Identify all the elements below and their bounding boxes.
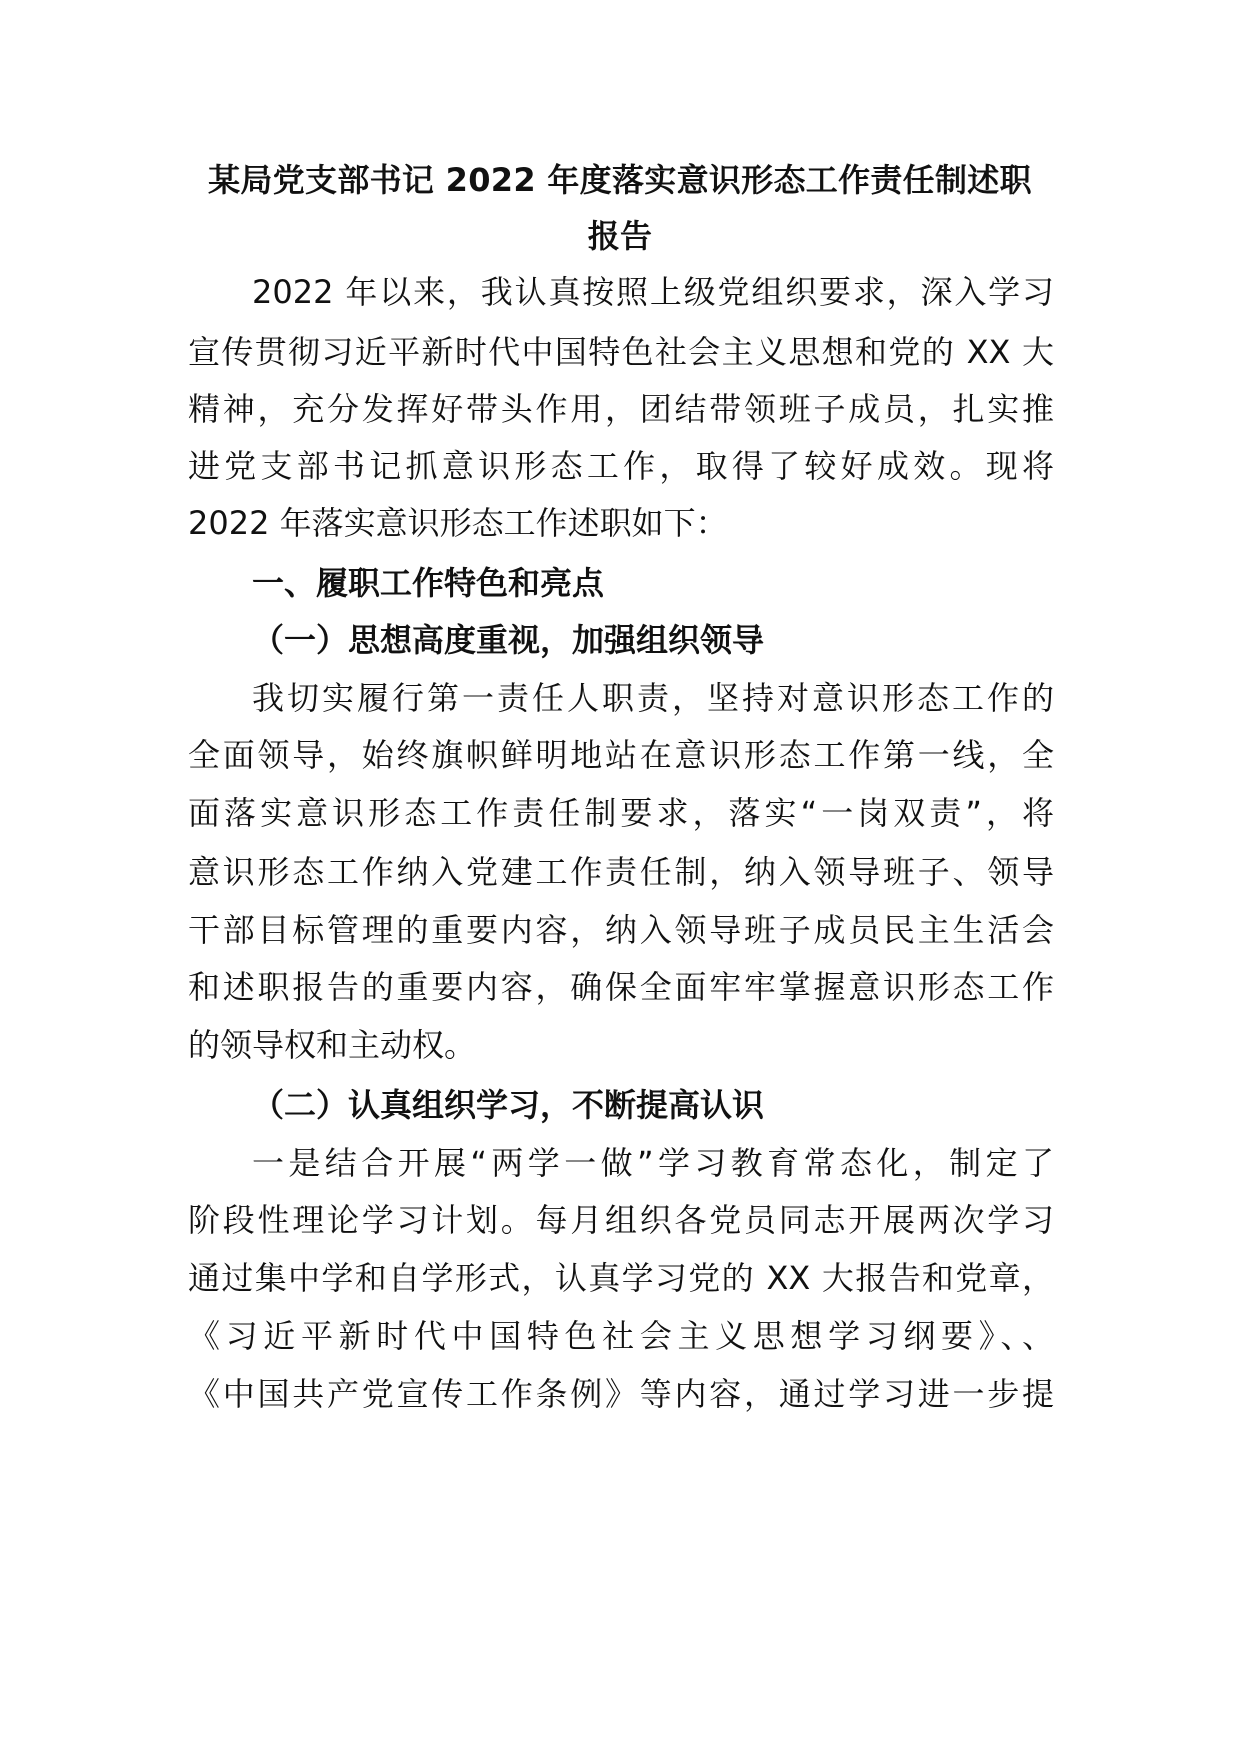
section-heading-1: 一、履职工作特色和亮点 [252,564,605,602]
subsection-heading-1: （一）思想高度重视，加强组织领导 [252,621,765,659]
subsection-1-paragraph-line: 全面领导，始终旗帜鲜明地站在意识形态工作第一线，全 [188,736,1054,774]
subsection-1-paragraph-line: 和述职报告的重要内容，确保全面牢牢掌握意识形态工作 [188,968,1054,1006]
subsection-2-paragraph-line: 通过集中学和自学形式，认真学习党的 XX 大报告和党章， [188,1259,1054,1297]
subsection-2-paragraph-line: 《中国共产党宣传工作条例》等内容，通过学习进一步提 [188,1375,1054,1413]
subsection-2-paragraph-line: 《习近平新时代中国特色社会主义思想学习纲要》、、 [188,1317,1054,1355]
intro-paragraph-line: 宣传贯彻习近平新时代中国特色社会主义思想和党的 XX 大 [188,333,1054,371]
subsection-1-paragraph-line: 面落实意识形态工作责任制要求，落实“一岗双责”，将 [188,794,1054,832]
subsection-1-paragraph-line: 我切实履行第一责任人职责，坚持对意识形态工作的 [252,679,1054,717]
intro-paragraph-line: 进党支部书记抓意识形态工作，取得了较好成效。现将 [188,447,1054,485]
subsection-2-paragraph-line: 阶段性理论学习计划。每月组织各党员同志开展两次学习 [188,1201,1054,1239]
subsection-1-paragraph-line: 意识形态工作纳入党建工作责任制，纳入领导班子、领导 [188,853,1054,891]
intro-paragraph-line: 2022 年落实意识形态工作述职如下： [188,504,728,542]
subsection-heading-2: （二）认真组织学习，不断提高认识 [252,1086,765,1124]
subsection-1-paragraph-line: 干部目标管理的重要内容，纳入领导班子成员民主生活会 [188,911,1054,949]
document-title-line-2: 报告 [587,217,653,255]
intro-paragraph-line: 精神，充分发挥好带头作用，团结带领班子成员，扎实推 [188,390,1054,428]
document-title-line-1: 某局党支部书记 2022 年度落实意识形态工作责任制述职 [208,161,1032,199]
intro-paragraph-line: 2022 年以来，我认真按照上级党组织要求，深入学习 [252,273,1054,311]
subsection-1-paragraph-line: 的领导权和主动权。 [188,1026,477,1064]
subsection-2-paragraph-line: 一是结合开展“两学一做”学习教育常态化，制定了 [252,1144,1054,1182]
